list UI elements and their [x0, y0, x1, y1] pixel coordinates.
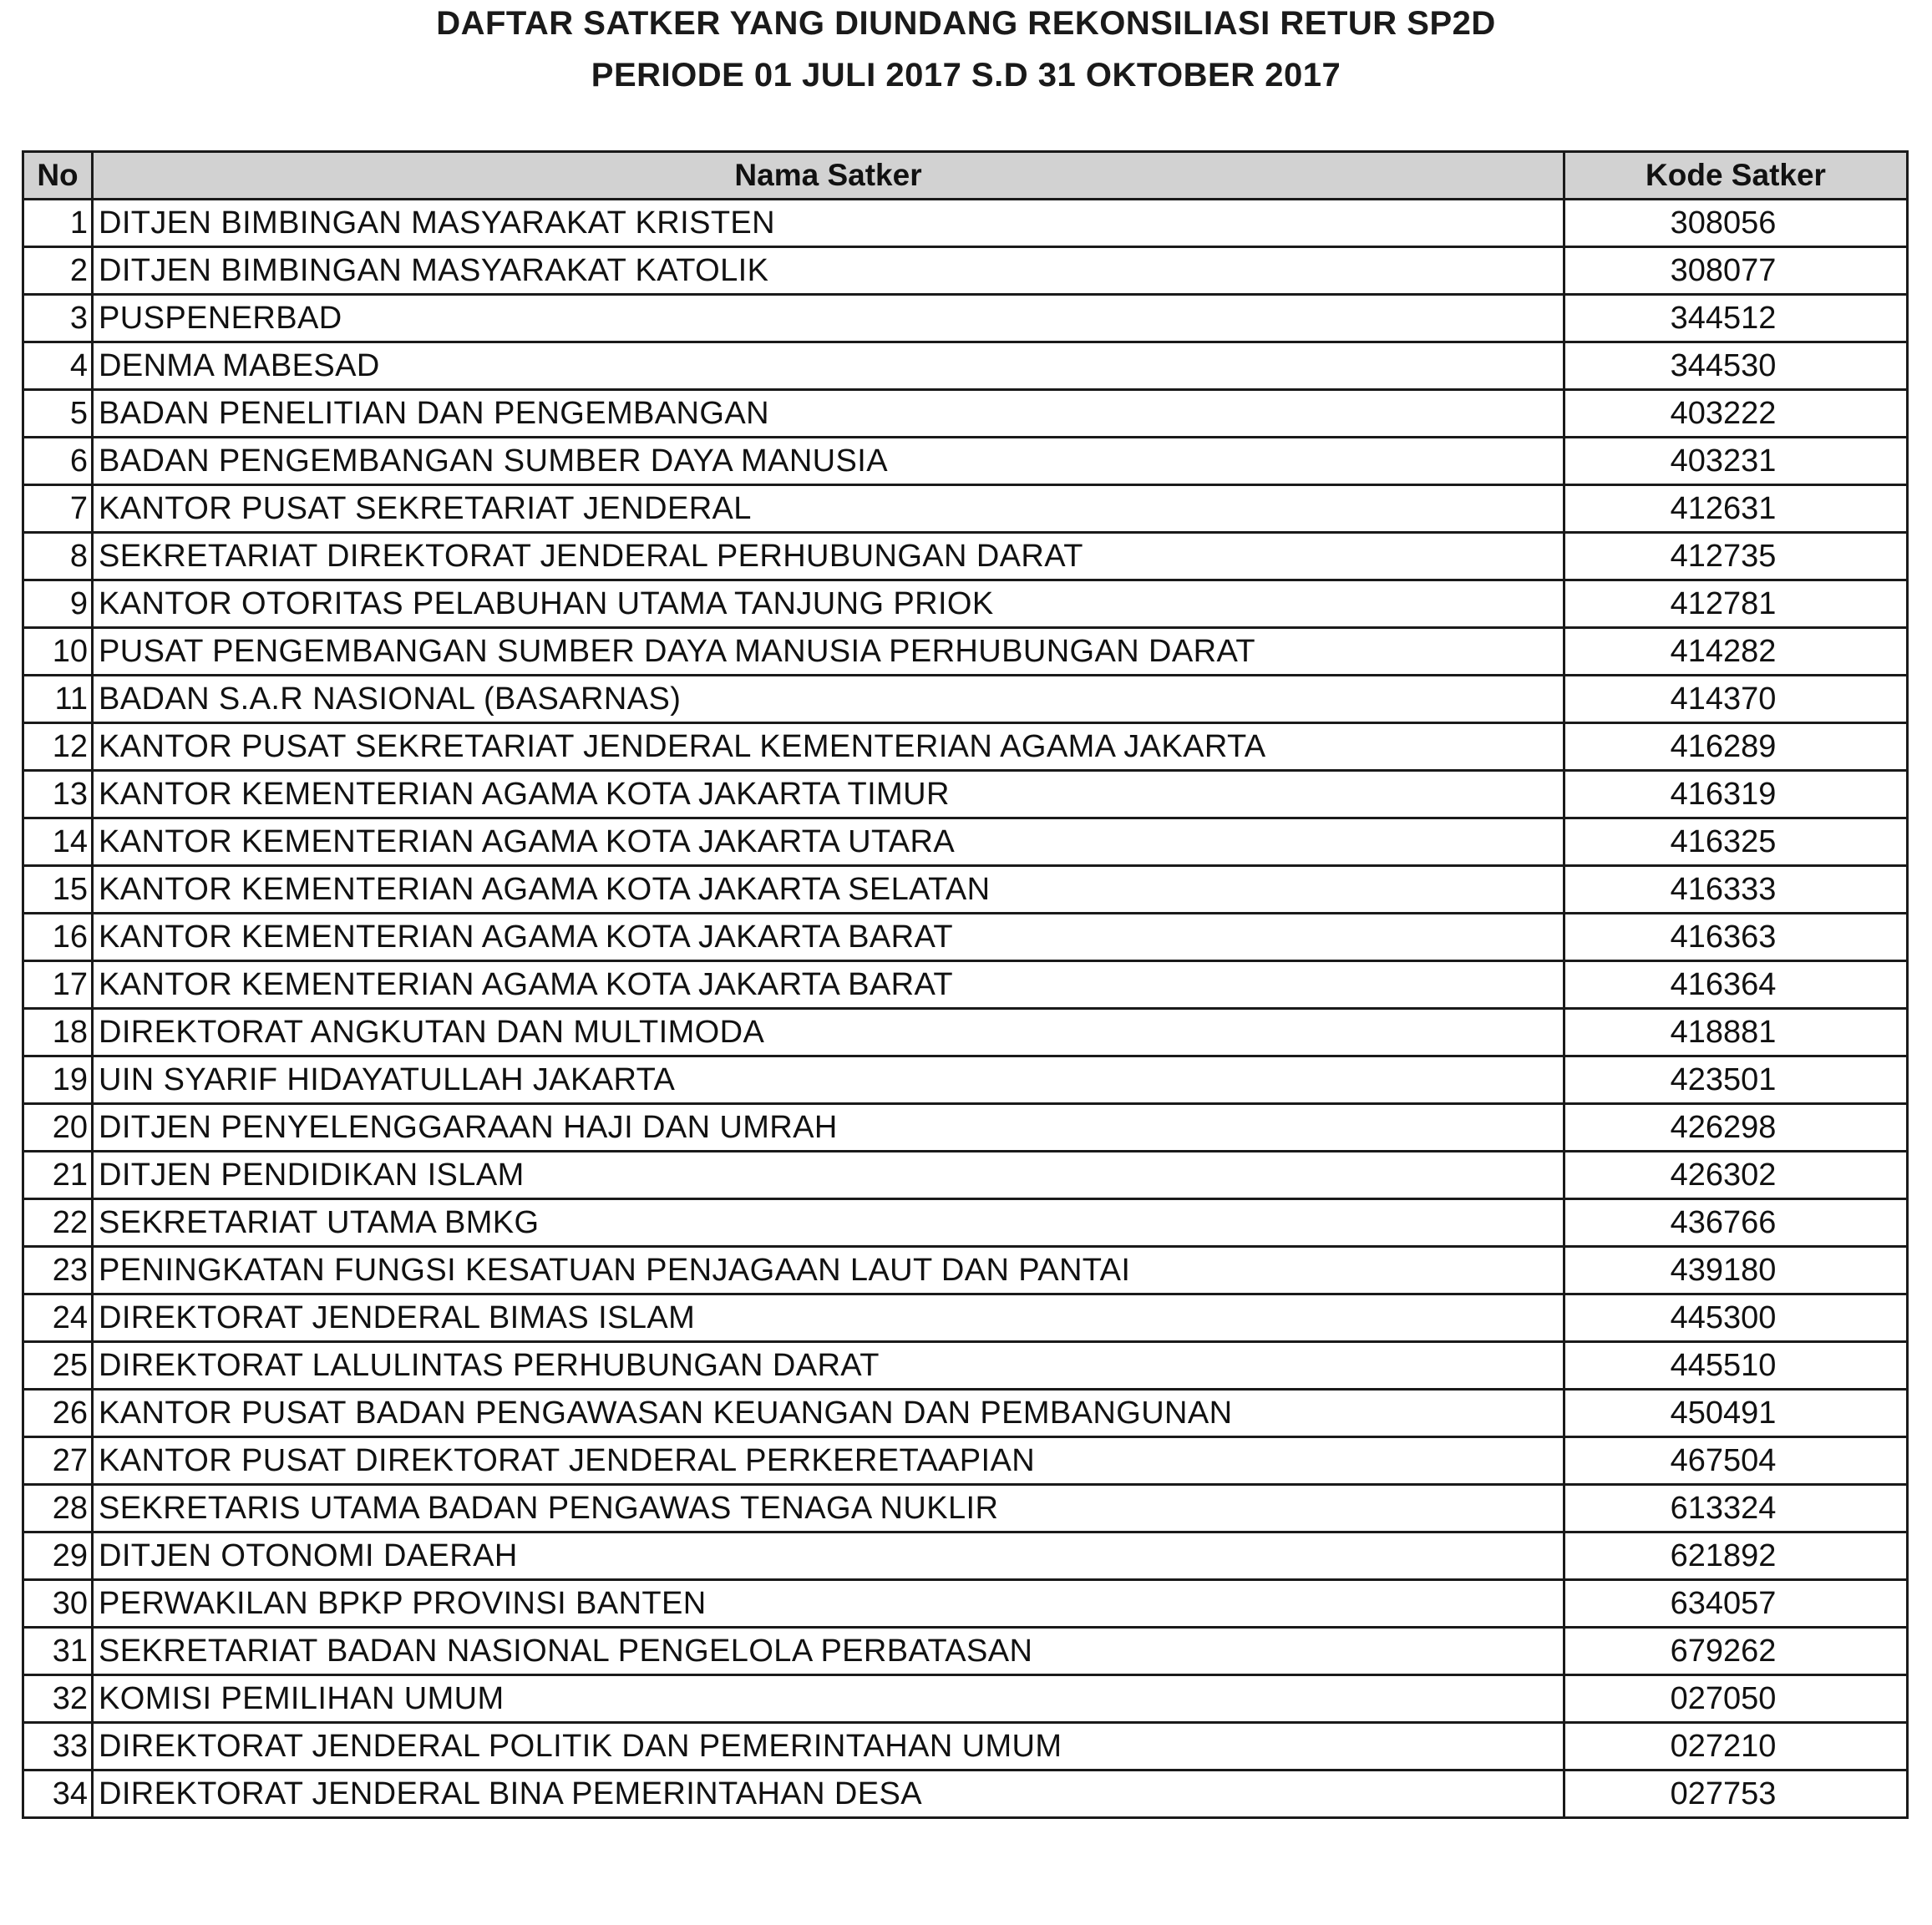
row-number: 25 — [23, 1342, 93, 1390]
satker-name: KANTOR KEMENTERIAN AGAMA KOTA JAKARTA BARAT — [93, 961, 1564, 1009]
row-number: 1 — [23, 200, 93, 247]
table-row — [23, 1009, 1908, 1056]
satker-code: 439180 — [1564, 1247, 1908, 1294]
satker-code: 412631 — [1564, 485, 1908, 533]
header-kode-satker: Kode Satker — [1564, 152, 1908, 200]
satker-code: 416333 — [1564, 866, 1908, 914]
table-row — [23, 200, 1908, 247]
satker-code: 436766 — [1564, 1199, 1908, 1247]
satker-name: BADAN PENGEMBANGAN SUMBER DAYA MANUSIA — [93, 438, 1564, 485]
table-row — [23, 580, 1908, 628]
satker-name: DITJEN OTONOMI DAERAH — [93, 1532, 1564, 1580]
row-number: 7 — [23, 485, 93, 533]
satker-code: 416325 — [1564, 818, 1908, 866]
table-row — [23, 1485, 1908, 1532]
row-number: 17 — [23, 961, 93, 1009]
satker-name: DIREKTORAT ANGKUTAN DAN MULTIMODA — [93, 1009, 1564, 1056]
satker-name: SEKRETARIAT DIREKTORAT JENDERAL PERHUBUNGAN DARAT — [93, 533, 1564, 580]
satker-table — [22, 150, 1909, 1819]
satker-name: DIREKTORAT JENDERAL BIMAS ISLAM — [93, 1294, 1564, 1342]
table-row — [23, 866, 1908, 914]
table-row — [23, 1152, 1908, 1199]
header-no: No — [23, 152, 93, 200]
satker-code: 418881 — [1564, 1009, 1908, 1056]
table-row — [23, 342, 1908, 390]
satker-name: DIREKTORAT JENDERAL BINA PEMERINTAHAN DESA — [93, 1770, 1564, 1818]
row-number: 23 — [23, 1247, 93, 1294]
satker-name: PUSPENERBAD — [93, 295, 1564, 342]
satker-code: 450491 — [1564, 1390, 1908, 1437]
row-number: 16 — [23, 914, 93, 961]
header-nama-satker: Nama Satker — [93, 152, 1564, 200]
satker-code: 426302 — [1564, 1152, 1908, 1199]
table-row — [23, 390, 1908, 438]
satker-code: 423501 — [1564, 1056, 1908, 1104]
satker-code: 414370 — [1564, 676, 1908, 723]
row-number: 18 — [23, 1009, 93, 1056]
row-number: 5 — [23, 390, 93, 438]
satker-name: PERWAKILAN BPKP PROVINSI BANTEN — [93, 1580, 1564, 1628]
row-number: 24 — [23, 1294, 93, 1342]
row-number: 34 — [23, 1770, 93, 1818]
table-row — [23, 438, 1908, 485]
satker-name: PUSAT PENGEMBANGAN SUMBER DAYA MANUSIA PERHUBUNGAN DARAT — [93, 628, 1564, 676]
satker-code: 403231 — [1564, 438, 1908, 485]
satker-name: KANTOR PUSAT DIREKTORAT JENDERAL PERKERETAAPIAN — [93, 1437, 1564, 1485]
satker-name: DIREKTORAT JENDERAL POLITIK DAN PEMERINTAHAN UMUM — [93, 1723, 1564, 1770]
satker-name: KANTOR PUSAT SEKRETARIAT JENDERAL — [93, 485, 1564, 533]
satker-name: SEKRETARIAT BADAN NASIONAL PENGELOLA PERBATASAN — [93, 1628, 1564, 1675]
row-number: 11 — [23, 676, 93, 723]
title-line-2: PERIODE 01 JULI 2017 S.D 31 OKTOBER 2017 — [591, 57, 1341, 94]
satker-code: 412735 — [1564, 533, 1908, 580]
table-row — [23, 1056, 1908, 1104]
satker-name: SEKRETARIAT UTAMA BMKG — [93, 1199, 1564, 1247]
row-number: 28 — [23, 1485, 93, 1532]
satker-code: 679262 — [1564, 1628, 1908, 1675]
satker-code: 445300 — [1564, 1294, 1908, 1342]
satker-code: 344512 — [1564, 295, 1908, 342]
table-row — [23, 818, 1908, 866]
satker-name: PENINGKATAN FUNGSI KESATUAN PENJAGAAN LAUT DAN PANTAI — [93, 1247, 1564, 1294]
row-number: 31 — [23, 1628, 93, 1675]
row-number: 29 — [23, 1532, 93, 1580]
satker-code: 027210 — [1564, 1723, 1908, 1770]
satker-code: 416319 — [1564, 771, 1908, 818]
satker-name: KOMISI PEMILIHAN UMUM — [93, 1675, 1564, 1723]
satker-name: BADAN S.A.R NASIONAL (BASARNAS) — [93, 676, 1564, 723]
row-number: 20 — [23, 1104, 93, 1152]
row-number: 14 — [23, 818, 93, 866]
row-number: 2 — [23, 247, 93, 295]
table-row — [23, 247, 1908, 295]
table-row — [23, 485, 1908, 533]
row-number: 6 — [23, 438, 93, 485]
satker-code: 344530 — [1564, 342, 1908, 390]
row-number: 12 — [23, 723, 93, 771]
satker-name: KANTOR KEMENTERIAN AGAMA KOTA JAKARTA UTARA — [93, 818, 1564, 866]
row-number: 15 — [23, 866, 93, 914]
satker-code: 308077 — [1564, 247, 1908, 295]
satker-name: KANTOR PUSAT BADAN PENGAWASAN KEUANGAN DAN PEMBANGUNAN — [93, 1390, 1564, 1437]
table-row — [23, 1580, 1908, 1628]
row-number: 22 — [23, 1199, 93, 1247]
satker-code: 621892 — [1564, 1532, 1908, 1580]
table-row — [23, 676, 1908, 723]
title-line-1: DAFTAR SATKER YANG DIUNDANG REKONSILIASI RETUR SP2D — [436, 5, 1496, 42]
satker-code: 634057 — [1564, 1580, 1908, 1628]
satker-code: 445510 — [1564, 1342, 1908, 1390]
table-header-row — [23, 152, 1908, 200]
satker-code: 412781 — [1564, 580, 1908, 628]
satker-code: 308056 — [1564, 200, 1908, 247]
satker-name: KANTOR OTORITAS PELABUHAN UTAMA TANJUNG PRIOK — [93, 580, 1564, 628]
satker-code: 467504 — [1564, 1437, 1908, 1485]
row-number: 9 — [23, 580, 93, 628]
table-row — [23, 1437, 1908, 1485]
satker-code: 027050 — [1564, 1675, 1908, 1723]
table-row — [23, 1199, 1908, 1247]
satker-code: 416363 — [1564, 914, 1908, 961]
satker-name: DIREKTORAT LALULINTAS PERHUBUNGAN DARAT — [93, 1342, 1564, 1390]
table-row — [23, 1770, 1908, 1818]
satker-name: KANTOR PUSAT SEKRETARIAT JENDERAL KEMENTERIAN AGAMA JAKARTA — [93, 723, 1564, 771]
satker-name: KANTOR KEMENTERIAN AGAMA KOTA JAKARTA TIMUR — [93, 771, 1564, 818]
table-row — [23, 295, 1908, 342]
row-number: 3 — [23, 295, 93, 342]
satker-code: 403222 — [1564, 390, 1908, 438]
row-number: 26 — [23, 1390, 93, 1437]
satker-name: DITJEN BIMBINGAN MASYARAKAT KRISTEN — [93, 200, 1564, 247]
satker-name: DITJEN PENYELENGGARAAN HAJI DAN UMRAH — [93, 1104, 1564, 1152]
table-row — [23, 771, 1908, 818]
satker-name: KANTOR KEMENTERIAN AGAMA KOTA JAKARTA BARAT — [93, 914, 1564, 961]
row-number: 32 — [23, 1675, 93, 1723]
satker-name: SEKRETARIS UTAMA BADAN PENGAWAS TENAGA NUKLIR — [93, 1485, 1564, 1532]
satker-code: 426298 — [1564, 1104, 1908, 1152]
table-row — [23, 1532, 1908, 1580]
satker-code: 416364 — [1564, 961, 1908, 1009]
satker-name: DITJEN PENDIDIKAN ISLAM — [93, 1152, 1564, 1199]
row-number: 8 — [23, 533, 93, 580]
table-row — [23, 723, 1908, 771]
table-row — [23, 1294, 1908, 1342]
row-number: 30 — [23, 1580, 93, 1628]
table-row — [23, 961, 1908, 1009]
satker-code: 613324 — [1564, 1485, 1908, 1532]
row-number: 27 — [23, 1437, 93, 1485]
table-row — [23, 1675, 1908, 1723]
row-number: 33 — [23, 1723, 93, 1770]
table-row — [23, 1628, 1908, 1675]
row-number: 21 — [23, 1152, 93, 1199]
table-body — [23, 200, 1908, 1818]
table-row — [23, 1390, 1908, 1437]
satker-code: 416289 — [1564, 723, 1908, 771]
table-row — [23, 1723, 1908, 1770]
satker-name: DENMA MABESAD — [93, 342, 1564, 390]
row-number: 10 — [23, 628, 93, 676]
satker-name: BADAN PENELITIAN DAN PENGEMBANGAN — [93, 390, 1564, 438]
satker-code: 414282 — [1564, 628, 1908, 676]
table-row — [23, 628, 1908, 676]
satker-name: UIN SYARIF HIDAYATULLAH JAKARTA — [93, 1056, 1564, 1104]
row-number: 19 — [23, 1056, 93, 1104]
row-number: 13 — [23, 771, 93, 818]
table-row — [23, 533, 1908, 580]
table-row — [23, 1247, 1908, 1294]
satker-name: KANTOR KEMENTERIAN AGAMA KOTA JAKARTA SELATAN — [93, 866, 1564, 914]
satker-code: 027753 — [1564, 1770, 1908, 1818]
table-row — [23, 1104, 1908, 1152]
table-row — [23, 1342, 1908, 1390]
row-number: 4 — [23, 342, 93, 390]
table-row — [23, 914, 1908, 961]
satker-name: DITJEN BIMBINGAN MASYARAKAT KATOLIK — [93, 247, 1564, 295]
